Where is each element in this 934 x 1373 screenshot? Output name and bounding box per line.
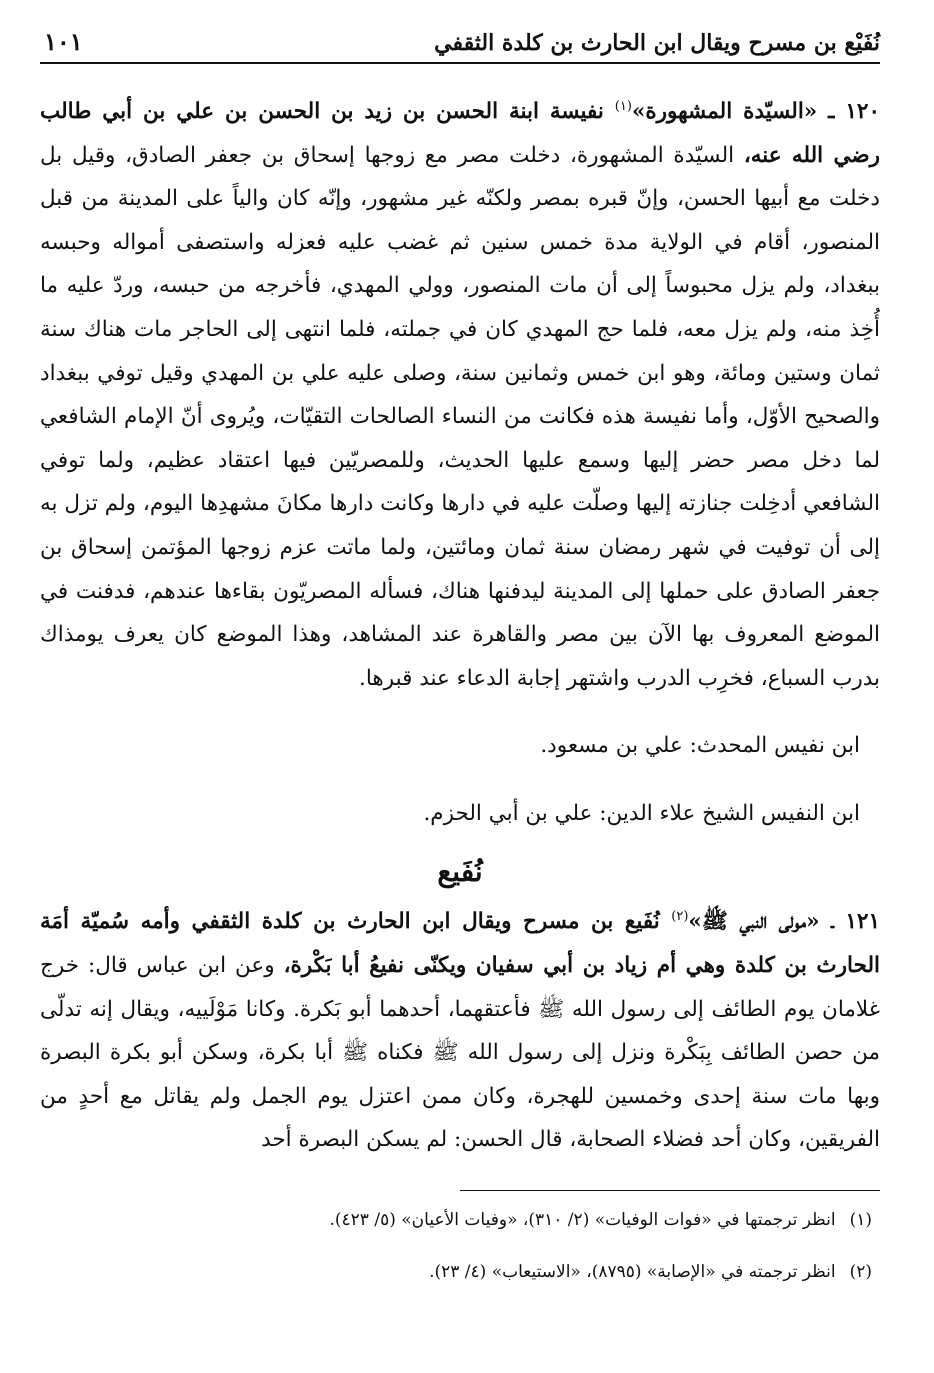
book-page <box>40 12 880 1309</box>
spacer <box>40 700 880 724</box>
entry-120-body: السيّدة المشهورة، دخلت مصر مع زوجها إسحاق بن جعفر الصادق، وقيل بل دخلت مع أبيها الحسن، وإنّ قبره بمصر ولكنّه غير مشهور، وإنّه كان والياً على المدينة من قبل المنصور، أقام في الولاية مدة خمس سنين ثم غضب عليه فعزله واستصفى أمواله وحبسه ببغداد، ولم يزل محبوساً إلى أن مات المنصور، وولي المهدي، فأخرجه من حبسه، وردّ عليه ما أُخِذ منه، ولم يزل معه، فلما حج المهدي كان في جملته، فلما انتهى إلى الحاجر مات هناك سنة ثمان وستين ومائة، وهو ابن خمس وثمانين سنة، وصلى عليه علي بن المهدي وقيل توفي ببغداد والصحيح الأوّل، وأما نفيسة هذه فكانت من النساء الصالحات التقيّات، ويُروى أنّ الإمام الشافعي لما دخل مصر حضر إليها وسمع عليها الحديث، وللمصريّين فيها اعتقاد عظيم، ولما توفي الشافعي أدخِلت جنازته إليها وصلّت عليه في دارها وكانت دارها مكانَ مشهدِها اليوم، ولم تزل به إلى أن توفيت في شهر رمضان سنة ثمان ومائتين، ولما ماتت عزم زوجها المؤتمن إسحاق بن جعفر الصادق على حملها إلى المدينة ليدفنها هناك، فسأله المصريّون بقاءها عندهم، فدفنت في الموضع المعروف بها الآن بين مصر والقاهرة عند المشاهد، وهذا الموضع كان يعرف يومذاك بدرب السباع، فخرِب الدرب واشتهر إجابة الدعاء عند قبرها. <box>40 142 880 691</box>
footnote-2-number: (٢) <box>849 1261 872 1282</box>
footnote-ref-1[interactable]: (١) <box>614 98 632 114</box>
footnote-1 <box>40 1205 880 1235</box>
entry-120-name: نفيسة ابنة الحسن بن زيد بن الحسن بن علي بن أبي طالب رضي الله عنه، <box>40 99 881 168</box>
entry-121 <box>40 900 880 1162</box>
footnote-2 <box>40 1257 880 1287</box>
header-rule <box>40 62 880 64</box>
running-header <box>40 12 880 62</box>
entry-121-body: وعن ابن عباس قال: خرج غلامان يوم الطائف إلى رسول الله ﷺ فأعتقهما، أحدهما أبو بَكرة. وكانا مَوْلَييه، ويقال إنه تدلّى من حصن الطائف بِبَكْرة ونزل إلى رسول الله ﷺ فكناه ﷺ أبا بكرة، وسكن أبو بكرة البصرة وبها مات سنة إحدى وخمسين للهجرة، وكان ممن اعتزل يوم الجمل ولم يقاتل مع أحدٍ من الفريقين، وكان أحد فضلاء الصحابة، قال الحسن: لم يسكن البصرة أحد <box>40 952 880 1153</box>
running-header-title: نُفَيْع بن مسرح ويقال ابن الحارث بن كلدة الثقفي <box>434 30 880 56</box>
entry-120-lead: ١٢٠ ـ «السيّدة المشهورة» <box>631 99 880 124</box>
page-number: ١٠١ <box>44 27 83 56</box>
entry-120 <box>40 90 880 700</box>
footnote-1-number: (١) <box>849 1209 872 1230</box>
cross-reference-1: ابن نفيس المحدث: علي بن مسعود. <box>540 733 860 759</box>
footnote-2-text: انظر ترجمته في «الإصابة» (٨٧٩٥)، «الاستيعاب» (٤/ ٢٣). <box>429 1261 836 1282</box>
entry-121-name: نُفَيع بن مسرح ويقال ابن الحارث بن كلدة الثقفي وأمه سُميّة أمَة الحارث بن كلدة وهي أم زياد بن أبي سفيان ويكنّى نفيعُ أبا بَكْرة، <box>40 909 880 978</box>
footnote-rule <box>460 1190 880 1191</box>
section-title: نُفَيع <box>437 855 483 889</box>
footnote-1-text: انظر ترجمتها في «فوات الوفيات» (٢/ ٣١٠)، «وفيات الأعيان» (٥/ ٤٢٣). <box>329 1209 836 1230</box>
footnote-ref-2[interactable]: (٢) <box>671 909 689 925</box>
spacer <box>40 768 880 792</box>
entry-121-lead: ١٢١ ـ «مولى النبي ﷺ» <box>688 909 880 935</box>
cross-reference-2: ابن النفيس الشيخ علاء الدين: علي بن أبي الحزم. <box>423 801 860 827</box>
